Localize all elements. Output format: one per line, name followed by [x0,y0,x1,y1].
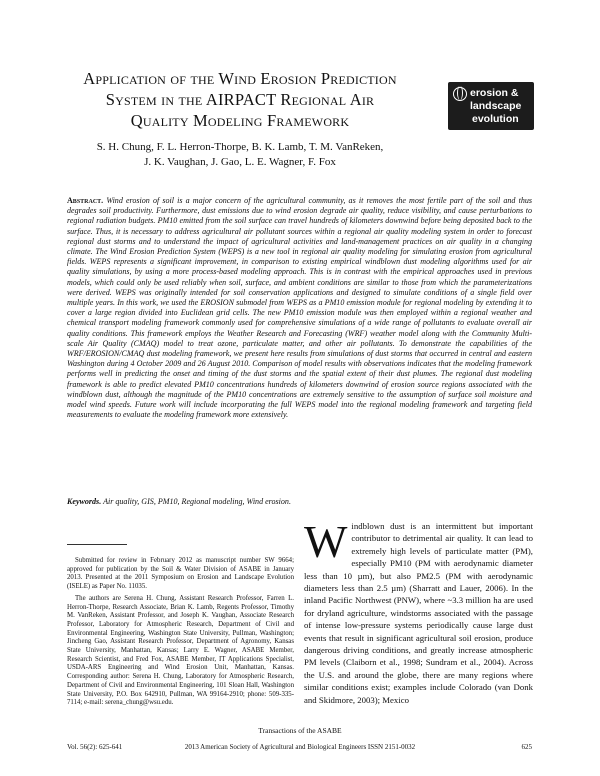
title-line-1: Application of the Wind Erosion Prediction [83,69,397,88]
page-number: 625 [521,743,532,751]
authors-line-1: S. H. Chung, F. L. Herron-Thorpe, B. K. Lamb, T. M. VanReken, [96,141,384,153]
abstract-label: Abstract. [67,196,104,205]
journal-name: Transactions of the ASABE [258,726,342,735]
globe-icon [453,87,467,101]
logo-line-3: evolution [472,113,519,125]
drop-cap: W [304,516,348,567]
introduction-text [304,516,533,706]
submission-note: Submitted for review in February 2012 as manuscript number SW 9664; approved for publication by the Soil & Water Division of ASABE in January 2013. Presented at the 2011 Symposium on Erosion and Landscape Evolution (ISELE) as Paper No. 11035. [67,557,294,591]
erosion-landscape-evolution-logo [448,82,534,130]
logo-line-1: erosion & [470,87,519,99]
volume-info: Vol. 56(2): 625-641 [67,743,123,751]
author-affiliations: The authors are Serena H. Chung, Assistant Research Professor, Farren L. Herron-Thorpe, Research Associate, Brian K. Lamb, Regents Professor, Timothy M. VanReken, Assistant Professor, and Joseph K. Vaughan, Associate Research Professor, Laboratory for Atmospheric Research, Department of Civil and Environmental Engineering, Washington State University, Pullman, Washington; Jincheng Gao, Assistant Research Professor, Department of Agronomy, Kansas State University, Manhattan, Kansas; Larry E. Wagner, ASABE Member, Research Scientist, and Fred Fox, ASABE Member, IT Applications Specialist, USDA-ARS Engineering and Wind Erosion Unit, Manhattan, Kansas. Corresponding author: Serena H. Chung, Laboratory for Atmospheric Research, Department of Civil and Environmental Engineering, 101 Sloan Hall, Washington State University, P.O. Box 642910, Pullman, WA 99164-2910; phone: 509-335-7114; e-mail: serena_chung@wsu.edu. [67,594,294,707]
logo-line-2: landscape [470,100,522,112]
introduction-paragraph: indblown dust is an intermittent but important contributor to detrimental air quality. It can lead to extremely high levels of particulate matter (PM), especially PM10 (PM with aerodynamic diameter less than 10 µm), but also PM2.5 (PM with aerodynamic diameters less than 2.5 µm) (Sharratt and Lauer, 2006). In the inland Pacific Northwest (PNW), where ~3.3 million ha are used for dryland agriculture, windstorms associated with the passage of intense low-pressure systems periodically cause large dust events that result in significant agricultural soil erosion, produce dangerous driving conditions, and greatly increase atmospheric PM levels (Claiborn et al., 1998; Sundram et al., 2004). Across the U.S. and around the globe, there are many regions where similar conditions exist; examples include Colorado (van Donk and Skidmore, 2003); Mexico [304,521,533,705]
keywords-label: Keywords. [67,497,102,506]
footnote-divider [67,544,127,545]
title-line-2: System in the AIRPACT Regional Air [105,90,375,109]
copyright-line: 2013 American Society of Agricultural and Biological Engineers ISSN 2151-0032 [184,743,416,751]
title-line-3: Quality Modeling Framework [130,111,350,130]
abstract [67,196,532,420]
paper-title [40,68,440,131]
footnote [67,557,294,711]
abstract-text: Wind erosion of soil is a major concern of the agricultural community, as it removes the most fertile part of the soil and thus degrades soil productivity. Furthermore, dust emissions due to wind erosion degrade air quality, reduce visibility, and cause perturbations to regional radiation budgets. PM10 emitted from the soil surface can travel hundreds of kilometers downwind before being deposited back to the surface. Thus, it is necessary to address agricultural air pollutant sources within a regional air quality modeling system in order to forecast regional dust storms and to understand the impact of agricultural activities and land-management practices on air quality in a changing climate. The Wind Erosion Prediction System (WEPS) is a new tool in regional air quality modeling for simulating erosion from agricultural fields. WEPS represents a significant improvement, in comparison to existing empirical windblown dust modeling algorithms used for air quality simulations, by using a more process-based modeling approach. This is in contrast with the empirical approaches used in previous models, which could only be used reliably when soil, surface, and ambient conditions are similar to those from which the parameterizations were derived. WEPS was originally intended for soil conservation applications and designed to simulate conditions of a single field over multiple years. In this work, we used the EROSION submodel from WEPS as a PM10 emission module for regional modeling by extending it to cover a large region divided into Euclidean grid cells. The new PM10 emission module was then employed within a regional weather and chemical transport modeling framework commonly used for comprehensive simulations of a wide range of pollutants to evaluate overall air quality conditions. This framework employs the Weather Research and Forecasting (WRF) weather model along with the Community Multi-scale Air Quality (CMAQ) model to treat ozone, particulate matter, and other air pollutants. To demonstrate the capabilities of the WRF/EROSION/CMAQ dust modeling framework, we present here results from simulations of dust storms that occurred in central and eastern Washington during 4 October 2009 and 26 August 2010. Comparison of model results with observations indicates that the modeling framework performs well in predicting the onset and timing of the dust storms and the spatial extent of their dust plumes. The regional dust modeling framework is able to predict elevated PM10 concentrations hundreds of kilometers downwind of erosion source regions associated with the windblown dust, although the magnitude of the PM10 concentrations are extremely sensitive to the assumption of surface soil moisture and model wind speeds. Future work will include incorporating the full WEPS model into the regional modeling framework and targeting field measurements to evaluate the modeling framework more extensively. [67,196,533,420]
author-list [50,140,430,170]
keywords-text: Air quality, GIS, PM10, Regional modeling, Wind erosion. [103,497,291,506]
keywords [67,497,532,506]
authors-line-2: J. K. Vaughan, J. Gao, L. E. Wagner, F. Fox [144,156,336,168]
